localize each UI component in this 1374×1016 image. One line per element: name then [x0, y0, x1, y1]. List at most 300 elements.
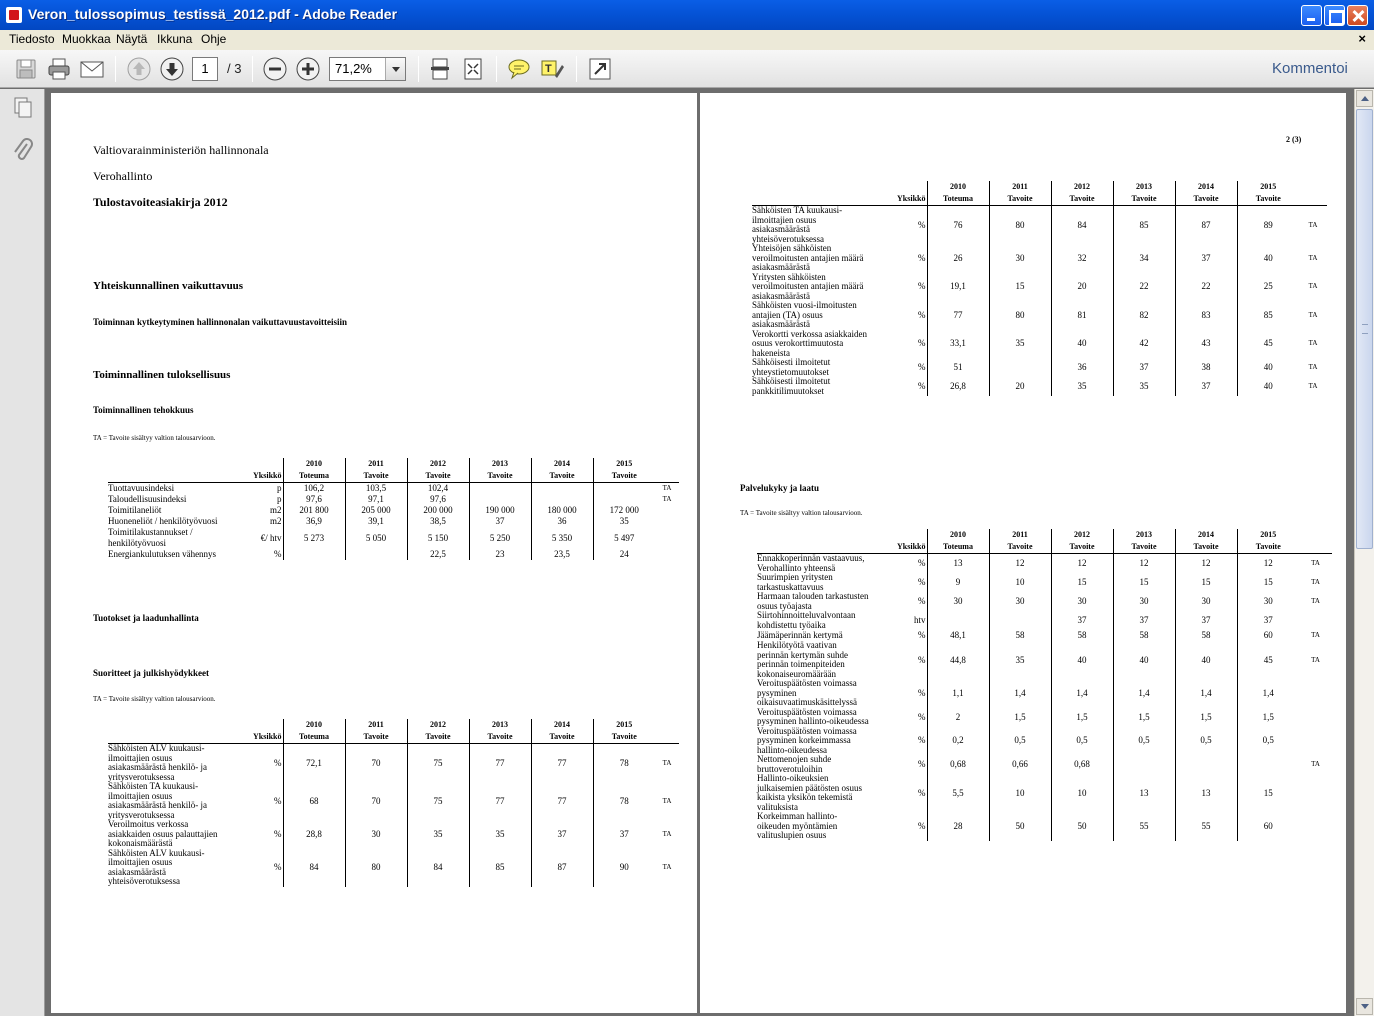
- year-label: 2015: [1260, 182, 1277, 191]
- arrow-up-icon: [126, 56, 152, 82]
- table-row: [108, 744, 679, 783]
- page-number-label: 2 (3): [1286, 135, 1302, 144]
- table-row: [757, 679, 1332, 708]
- zoom-select[interactable]: [329, 57, 406, 81]
- table-row: [757, 573, 1332, 592]
- vertical-scrollbar[interactable]: [1354, 89, 1374, 1016]
- row-label: Tuottavuusindeksi: [108, 483, 175, 493]
- year-label: 2011: [1012, 530, 1028, 539]
- row-unit: %: [918, 735, 926, 746]
- table-row: [108, 820, 679, 849]
- table-header-row: [108, 719, 679, 744]
- value-cell: 102,4: [407, 483, 469, 495]
- table-row: [757, 755, 1332, 774]
- table-row: [757, 592, 1332, 611]
- ta-marker: TA: [662, 796, 672, 805]
- row-label: Nettomenojen suhde bruttoverotuloihin: [757, 754, 832, 774]
- value-cell: 55: [1113, 812, 1175, 841]
- row-unit: %: [918, 281, 926, 292]
- year-kind-label: Tavoite: [1193, 542, 1219, 551]
- value-cell: 15: [1051, 573, 1113, 592]
- value-cell: 12: [1051, 554, 1113, 574]
- value-cell: 84: [1051, 206, 1113, 245]
- e-services-table: [752, 181, 1327, 396]
- row-unit: %: [918, 338, 926, 349]
- paperclip-icon: [11, 138, 35, 164]
- year-header: [927, 181, 989, 206]
- maximize-button[interactable]: [1324, 5, 1345, 26]
- scroll-down-button[interactable]: [1356, 998, 1373, 1015]
- navigation-panel: [0, 89, 45, 1016]
- value-cell: 37: [1237, 611, 1299, 630]
- ta-marker: TA: [662, 758, 672, 767]
- ta-marker: [1299, 774, 1332, 812]
- ta-marker: TA: [662, 863, 672, 871]
- comment-panel-button[interactable]: Kommentoi: [1272, 60, 1348, 77]
- year-label: 2010: [306, 459, 322, 468]
- year-header: [407, 458, 469, 483]
- value-cell: 42: [1113, 330, 1175, 359]
- year-kind-label: Toteuma: [299, 471, 329, 480]
- year-kind-label: Toteuma: [943, 194, 973, 203]
- year-header: [531, 719, 593, 744]
- value-cell: 77: [531, 744, 593, 783]
- outputs-table: [108, 719, 679, 887]
- value-cell: 60: [1237, 812, 1299, 841]
- value-cell: 35: [1051, 377, 1113, 396]
- value-cell: 0,5: [1237, 727, 1299, 756]
- row-unit: %: [274, 862, 282, 872]
- value-cell: 22: [1113, 273, 1175, 302]
- row-label: Sähköisten TA kuukausi-ilmoittajien osuus asiakasmäärästä yhteisöverotuksessa: [752, 205, 843, 244]
- value-cell: 30: [1175, 592, 1237, 611]
- row-unit: %: [918, 687, 926, 698]
- value-cell: 37: [531, 820, 593, 849]
- year-label: 2012: [430, 720, 446, 729]
- value-cell: 5 497: [593, 527, 655, 549]
- ta-marker: [655, 516, 679, 527]
- row-label: Taloudellisuusindeksi: [108, 494, 187, 504]
- efficiency-table: [108, 458, 679, 560]
- value-cell: [469, 494, 531, 505]
- unit-header: Yksikkö: [253, 471, 282, 480]
- row-unit: %: [274, 795, 282, 806]
- page-number-input[interactable]: 1: [192, 57, 218, 81]
- value-cell: 40: [1113, 641, 1175, 679]
- value-cell: 40: [1237, 244, 1299, 273]
- value-cell: [1175, 755, 1237, 774]
- value-cell: 89: [1237, 206, 1299, 245]
- value-cell: 48,1: [927, 630, 989, 641]
- table-row: [108, 527, 679, 549]
- value-cell: 77: [469, 744, 531, 783]
- value-cell: 87: [531, 849, 593, 887]
- value-cell: 70: [345, 782, 407, 820]
- value-cell: 35: [593, 516, 655, 527]
- ta-marker: TA: [1308, 253, 1318, 262]
- year-header: [407, 719, 469, 744]
- ta-marker: [1299, 679, 1332, 708]
- table-row: [757, 708, 1332, 727]
- value-cell: 30: [1113, 592, 1175, 611]
- value-cell: 68: [283, 782, 345, 820]
- year-kind-label: Tavoite: [1255, 542, 1281, 551]
- value-cell: 30: [989, 244, 1051, 273]
- value-cell: 22,5: [407, 549, 469, 560]
- value-cell: 36,9: [283, 516, 345, 527]
- value-cell: 85: [469, 849, 531, 887]
- year-header: [1237, 529, 1299, 554]
- envelope-icon: [79, 56, 105, 82]
- value-cell: 84: [283, 849, 345, 887]
- year-kind-label: Tavoite: [611, 732, 637, 741]
- attachments-panel-button[interactable]: [11, 138, 35, 169]
- ta-marker: TA: [662, 495, 672, 503]
- year-kind-label: Tavoite: [549, 471, 575, 480]
- year-header: [345, 719, 407, 744]
- value-cell: [989, 611, 1051, 630]
- svg-text:T: T: [545, 63, 552, 75]
- value-cell: 0,5: [1113, 727, 1175, 756]
- value-cell: 58: [1113, 630, 1175, 641]
- toolbar-separator: [496, 56, 497, 82]
- unit-header: Yksikkö: [897, 194, 926, 203]
- value-cell: 35: [469, 820, 531, 849]
- year-kind-label: Tavoite: [1255, 194, 1281, 203]
- chevron-down-icon[interactable]: [385, 58, 405, 80]
- year-kind-label: Tavoite: [1131, 542, 1157, 551]
- row-unit: %: [918, 787, 926, 798]
- value-cell: 20: [1051, 273, 1113, 302]
- value-cell: 81: [1051, 301, 1113, 330]
- value-cell: 1,4: [1175, 679, 1237, 708]
- value-cell: 50: [989, 812, 1051, 841]
- minimize-button[interactable]: [1301, 5, 1322, 26]
- value-cell: 23,5: [531, 549, 593, 560]
- menu-edit[interactable]: Muokkaa: [62, 32, 111, 46]
- highlighter-icon: [539, 56, 565, 82]
- year-kind-label: Tavoite: [425, 471, 451, 480]
- value-cell: 190 000: [469, 505, 531, 516]
- value-cell: 70: [345, 744, 407, 783]
- year-kind-label: Tavoite: [425, 732, 451, 741]
- year-kind-label: Toteuma: [299, 732, 329, 741]
- value-cell: 35: [1113, 377, 1175, 396]
- year-header: [593, 458, 655, 483]
- table-header-row: [108, 458, 679, 483]
- table-row: [757, 727, 1332, 756]
- value-cell: [283, 549, 345, 560]
- value-cell: 1,5: [1051, 708, 1113, 727]
- value-cell: 26,8: [927, 377, 989, 396]
- pages-icon: [11, 96, 35, 120]
- value-cell: 12: [989, 554, 1051, 574]
- row-unit: p: [277, 494, 282, 504]
- value-cell: 5 150: [407, 527, 469, 549]
- pdf-page-1: [51, 93, 697, 1013]
- year-label: 2010: [950, 530, 966, 539]
- row-unit: %: [918, 558, 926, 568]
- table-row: [108, 849, 679, 887]
- table-row: [108, 782, 679, 820]
- sticky-note-button[interactable]: [506, 56, 532, 82]
- row-label: Veroilmoitus verkossa asiakkaiden osuus palauttajien kokonaismäärästä: [108, 819, 218, 848]
- plus-circle-icon: [295, 56, 321, 82]
- subsection-heading: Toiminnallinen tehokkuus: [93, 405, 194, 415]
- menu-file[interactable]: Tiedosto: [9, 32, 55, 46]
- ta-marker: TA: [1311, 597, 1320, 605]
- pages-panel-button[interactable]: [11, 96, 35, 125]
- row-label: Veroituspäätösten voimassa pysyminen hallinto-oikeudessa: [757, 706, 869, 726]
- year-header: [1113, 529, 1175, 554]
- row-label: Ennakkoperinnän vastaavuus, Verohallinto yhteensä: [757, 553, 865, 573]
- table-row: [108, 505, 679, 516]
- row-unit: %: [918, 381, 926, 391]
- previous-page-button[interactable]: [126, 56, 152, 82]
- ta-note: TA = Tavoite sisältyy valtion talousarvioon.: [740, 509, 863, 517]
- table-row: [752, 301, 1327, 330]
- value-cell: 30: [1237, 592, 1299, 611]
- row-unit: m2: [269, 505, 282, 515]
- value-cell: 5 050: [345, 527, 407, 549]
- year-label: 2011: [368, 720, 384, 729]
- value-cell: 0,2: [927, 727, 989, 756]
- table-row: [757, 611, 1332, 630]
- value-cell: 85: [1113, 206, 1175, 245]
- value-cell: 37: [469, 516, 531, 527]
- row-unit: %: [918, 362, 926, 372]
- value-cell: 37: [593, 820, 655, 849]
- close-document-icon[interactable]: ×: [1358, 31, 1366, 46]
- year-label: 2013: [492, 459, 508, 468]
- value-cell: 10: [989, 774, 1051, 812]
- year-kind-label: Tavoite: [1069, 194, 1095, 203]
- ta-header: [655, 719, 679, 744]
- value-cell: 0,68: [927, 755, 989, 774]
- row-label: Hallinto-oikeuksien julkaisemien päätösten osuus kaikista yksikön tekemistä valituksista: [757, 773, 862, 812]
- year-kind-label: Tavoite: [1131, 194, 1157, 203]
- year-header: [989, 181, 1051, 206]
- ta-marker: TA: [1308, 363, 1318, 371]
- table-row: [108, 483, 679, 495]
- year-header: [283, 719, 345, 744]
- value-cell: 15: [1113, 573, 1175, 592]
- value-cell: 1,1: [927, 679, 989, 708]
- zoom-value[interactable]: 71,2%: [335, 61, 372, 76]
- title-bar: [0, 0, 1374, 30]
- highlight-text-button[interactable]: [539, 56, 565, 82]
- value-cell: 35: [407, 820, 469, 849]
- table-row: [752, 206, 1327, 245]
- scrolling-mode-button[interactable]: [427, 56, 453, 82]
- value-cell: 97,6: [283, 494, 345, 505]
- value-cell: 78: [593, 744, 655, 783]
- value-cell: 44,8: [927, 641, 989, 679]
- pdf-page-2: [700, 93, 1346, 1013]
- ta-marker: TA: [1311, 631, 1320, 639]
- value-cell: 40: [1051, 330, 1113, 359]
- value-cell: 28,8: [283, 820, 345, 849]
- value-cell: [531, 494, 593, 505]
- value-cell: 82: [1113, 301, 1175, 330]
- agency-heading: Verohallinto: [93, 169, 153, 183]
- menu-window[interactable]: Ikkuna: [157, 32, 193, 46]
- value-cell: 37: [1113, 611, 1175, 630]
- value-cell: 76: [927, 206, 989, 245]
- year-label: 2014: [1198, 530, 1214, 539]
- year-label: 2014: [554, 720, 570, 729]
- year-header: [1237, 181, 1299, 206]
- value-cell: 40: [1237, 377, 1299, 396]
- value-cell: 1,4: [989, 679, 1051, 708]
- value-cell: 0,66: [989, 755, 1051, 774]
- value-cell: 15: [1175, 573, 1237, 592]
- value-cell: [1113, 755, 1175, 774]
- year-label: 2012: [1074, 530, 1090, 539]
- year-label: 2011: [1012, 182, 1028, 191]
- year-header: [593, 719, 655, 744]
- value-cell: 72,1: [283, 744, 345, 783]
- ta-marker: [655, 527, 679, 549]
- value-cell: 19,1: [927, 273, 989, 302]
- unit-header: Yksikkö: [897, 542, 926, 551]
- row-label: Siirtohinnoitteluvalvontaan kohdistettu työaika: [757, 610, 856, 630]
- next-page-button[interactable]: [159, 56, 185, 82]
- ta-note: TA = Tavoite sisältyy valtion talousarvioon.: [93, 434, 216, 442]
- menu-view[interactable]: Näytä: [116, 32, 148, 46]
- value-cell: [989, 358, 1051, 377]
- value-cell: 37: [1175, 377, 1237, 396]
- print-button[interactable]: [46, 56, 72, 82]
- row-label: Sähköisten ALV kuukausi-ilmoittajien osuus asiakasmäärästä henkilö- ja yritysverotuksessa: [108, 743, 207, 782]
- subsection-heading: Toiminnan kytkeytyminen hallinnonalan vaikuttavuustavoitteisiin: [93, 317, 347, 327]
- table-row: [757, 812, 1332, 841]
- row-unit: %: [918, 759, 926, 769]
- value-cell: 22: [1175, 273, 1237, 302]
- scrollbar-thumb[interactable]: [1356, 109, 1373, 549]
- year-header: [1175, 529, 1237, 554]
- row-unit: %: [918, 219, 926, 230]
- value-cell: 30: [345, 820, 407, 849]
- value-cell: 40: [1237, 358, 1299, 377]
- ta-marker: TA: [662, 829, 672, 838]
- value-cell: 36: [1051, 358, 1113, 377]
- value-cell: 200 000: [407, 505, 469, 516]
- year-label: 2015: [616, 459, 633, 468]
- year-kind-label: Tavoite: [1007, 542, 1033, 551]
- year-header: [1051, 181, 1113, 206]
- year-kind-label: Tavoite: [1069, 542, 1095, 551]
- year-kind-label: Tavoite: [611, 471, 637, 480]
- value-cell: 78: [593, 782, 655, 820]
- full-screen-button[interactable]: [587, 56, 613, 82]
- value-cell: 80: [989, 206, 1051, 245]
- value-cell: 77: [469, 782, 531, 820]
- row-unit: %: [918, 820, 926, 831]
- subsection-heading: Tuotokset ja laadunhallinta: [93, 613, 199, 623]
- year-header: [1113, 181, 1175, 206]
- row-label: Sähköisesti ilmoitetut pankkitilimuutokset: [752, 376, 831, 396]
- document-title: Tulostavoiteasiakirja 2012: [93, 195, 228, 209]
- row-label: Toimitilaneliöt: [108, 505, 162, 515]
- row-label: Veroituspäätösten voimassa pysyminen korkeimmassa hallinto-oikeudessa: [757, 725, 857, 755]
- value-cell: 9: [927, 573, 989, 592]
- email-button[interactable]: [79, 56, 105, 82]
- row-label: Yhteisöjen sähköisten veroilmoitusten antajien määrä asiakasmäärästä: [752, 243, 864, 272]
- value-cell: 1,5: [1175, 708, 1237, 727]
- menu-help[interactable]: Ohje: [201, 32, 227, 46]
- row-unit: %: [274, 757, 282, 768]
- ta-marker: [655, 549, 679, 560]
- value-cell: 32: [1051, 244, 1113, 273]
- value-cell: 12: [1175, 554, 1237, 574]
- value-cell: 1,4: [1237, 679, 1299, 708]
- value-cell: 80: [345, 849, 407, 887]
- row-label: Harmaan talouden tarkastusten osuus työajasta: [757, 591, 869, 611]
- toolbar-separator: [252, 56, 253, 82]
- year-label: 2012: [430, 459, 446, 468]
- row-unit: %: [918, 630, 926, 640]
- value-cell: 37: [1175, 244, 1237, 273]
- close-button[interactable]: [1347, 5, 1368, 26]
- ta-marker: [655, 505, 679, 516]
- value-cell: 40: [1051, 641, 1113, 679]
- value-cell: 5 273: [283, 527, 345, 549]
- year-kind-label: Tavoite: [363, 471, 389, 480]
- scroll-up-button[interactable]: [1356, 90, 1373, 107]
- table-row: [752, 273, 1327, 302]
- value-cell: 55: [1175, 812, 1237, 841]
- year-kind-label: Tavoite: [549, 732, 575, 741]
- year-label: 2015: [616, 720, 633, 729]
- year-header: [927, 529, 989, 554]
- value-cell: 5,5: [927, 774, 989, 812]
- value-cell: [531, 483, 593, 495]
- value-cell: [593, 483, 655, 495]
- value-cell: 35: [989, 641, 1051, 679]
- row-unit: %: [274, 549, 282, 559]
- value-cell: 1,5: [989, 708, 1051, 727]
- save-button[interactable]: [14, 56, 38, 82]
- ta-marker: TA: [662, 484, 672, 492]
- year-header: [283, 458, 345, 483]
- value-cell: [593, 494, 655, 505]
- ta-marker: TA: [1308, 339, 1318, 348]
- adobe-reader-icon: [6, 7, 22, 23]
- ta-marker: [1299, 812, 1332, 841]
- value-cell: 106,2: [283, 483, 345, 495]
- value-cell: 10: [1051, 774, 1113, 812]
- row-label: Jäämäperinnän kertymä: [757, 629, 843, 640]
- toolbar-separator: [418, 56, 419, 82]
- value-cell: 83: [1175, 301, 1237, 330]
- value-cell: 10: [989, 573, 1051, 592]
- value-cell: 34: [1113, 244, 1175, 273]
- row-unit: %: [918, 309, 926, 320]
- fit-page-button[interactable]: [460, 56, 486, 82]
- ta-marker: TA: [1311, 559, 1320, 567]
- value-cell: 180 000: [531, 505, 593, 516]
- zoom-out-button[interactable]: [262, 56, 288, 82]
- year-kind-label: Tavoite: [1193, 194, 1219, 203]
- value-cell: 35: [989, 330, 1051, 359]
- section-heading: Toiminnallinen tuloksellisuus: [93, 369, 231, 381]
- value-cell: 13: [1113, 774, 1175, 812]
- year-header: [345, 458, 407, 483]
- zoom-in-button[interactable]: [295, 56, 321, 82]
- document-view[interactable]: [46, 89, 1354, 1016]
- value-cell: 38,5: [407, 516, 469, 527]
